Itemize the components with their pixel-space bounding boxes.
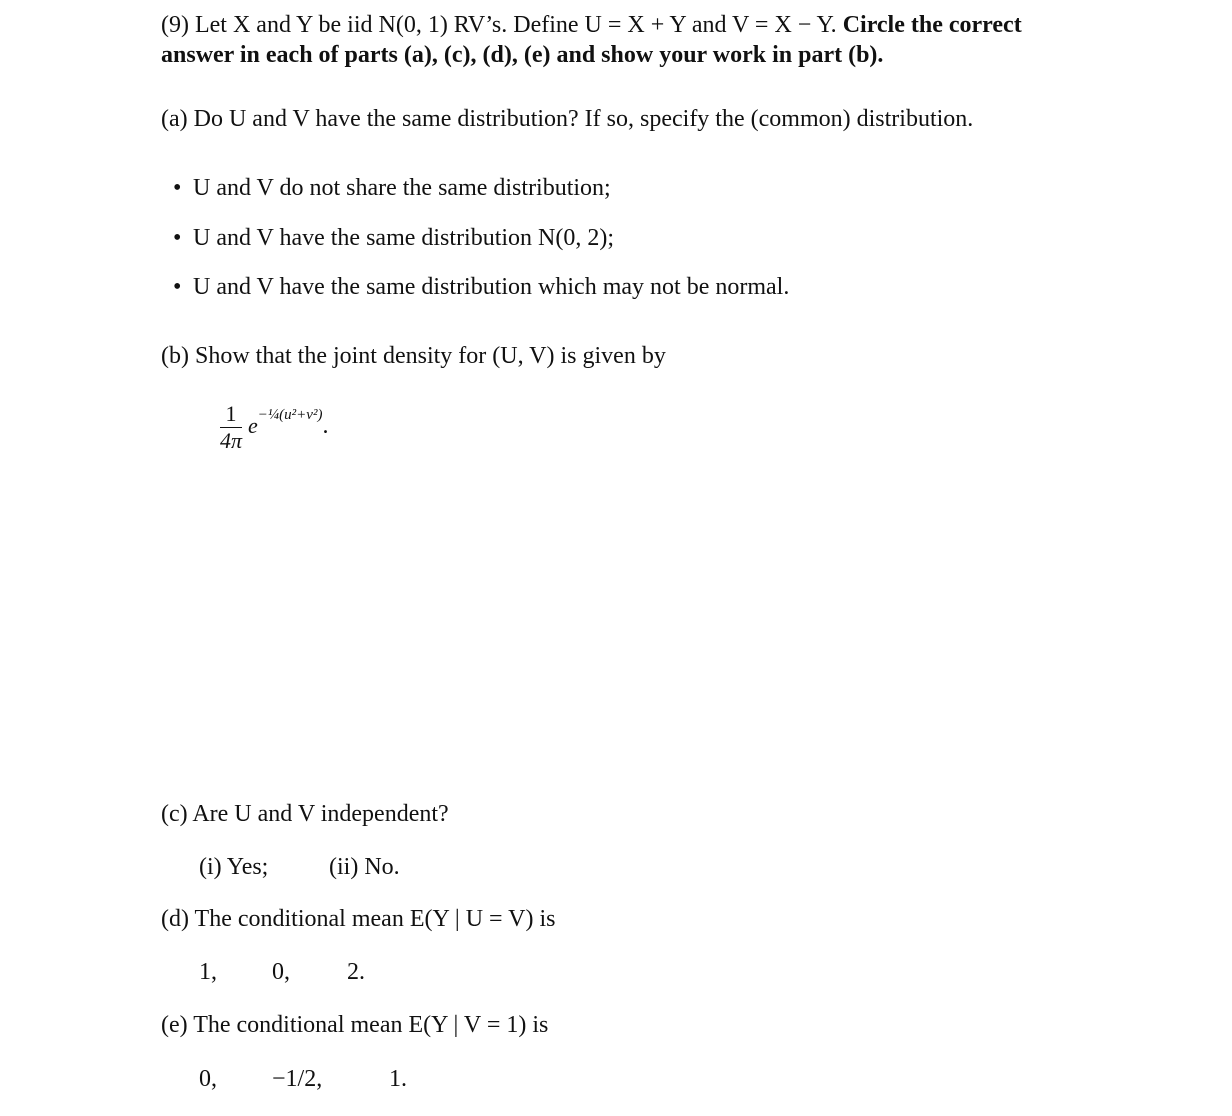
bullet-icon: • [173,225,182,251]
part-e-option-2[interactable]: −1/2, [272,1066,323,1092]
part-c-question: (c) Are U and V independent? [161,801,449,827]
option-text: U and V have the same distribution N(0, 2); [193,225,615,251]
part-a-option-3[interactable] [173,272,789,302]
option-text: U and V do not share the same distribution; [193,175,611,201]
formula-base: e [248,413,258,438]
problem-number: (9) [161,12,189,38]
instruction-line2: answer in each of parts (a), (c), (d), (e) and show your work in part (b). [161,42,884,68]
part-c-option-no[interactable]: (ii) No. [329,854,400,880]
bullet-icon: • [173,175,182,201]
part-e-question: (e) The conditional mean E(Y | V = 1) is [161,1012,549,1038]
problem-statement [161,10,1022,40]
formula-exponent: −¼(u²+v²) [257,407,323,423]
part-e-option-3[interactable]: 1. [389,1066,407,1092]
part-d-options [199,957,365,987]
part-d-option-1[interactable]: 1, [199,959,217,985]
part-e-option-1[interactable]: 0, [199,1066,217,1092]
formula-numerator: 1 [220,401,242,428]
part-c-option-yes[interactable]: (i) Yes; [199,854,269,880]
part-b-question: (b) Show that the joint density for (U, V) is given by [161,343,666,369]
bullet-icon: • [173,274,182,300]
problem-intro: Let X and Y be iid N(0, 1) RV’s. Define U = X + Y and V = X − Y. [194,12,837,38]
part-d-option-3[interactable]: 2. [347,959,365,985]
formula-denominator: 4π [220,427,243,453]
part-d-option-2[interactable]: 0, [272,959,290,985]
formula-fraction [220,401,242,454]
part-d-question: (d) The conditional mean E(Y | U = V) is [161,906,556,932]
part-a-option-1[interactable] [173,173,611,203]
instruction-line1: Circle the correct [842,12,1022,38]
formula-end: . [322,413,329,439]
part-c-options [199,852,400,882]
part-a-question: (a) Do U and V have the same distribution? If so, specify the (common) distribution. [161,106,974,132]
joint-density-formula [220,398,328,457]
part-e-options [199,1064,407,1094]
option-text: U and V have the same distribution which may not be normal. [193,274,790,300]
part-a-option-2[interactable] [173,223,614,253]
